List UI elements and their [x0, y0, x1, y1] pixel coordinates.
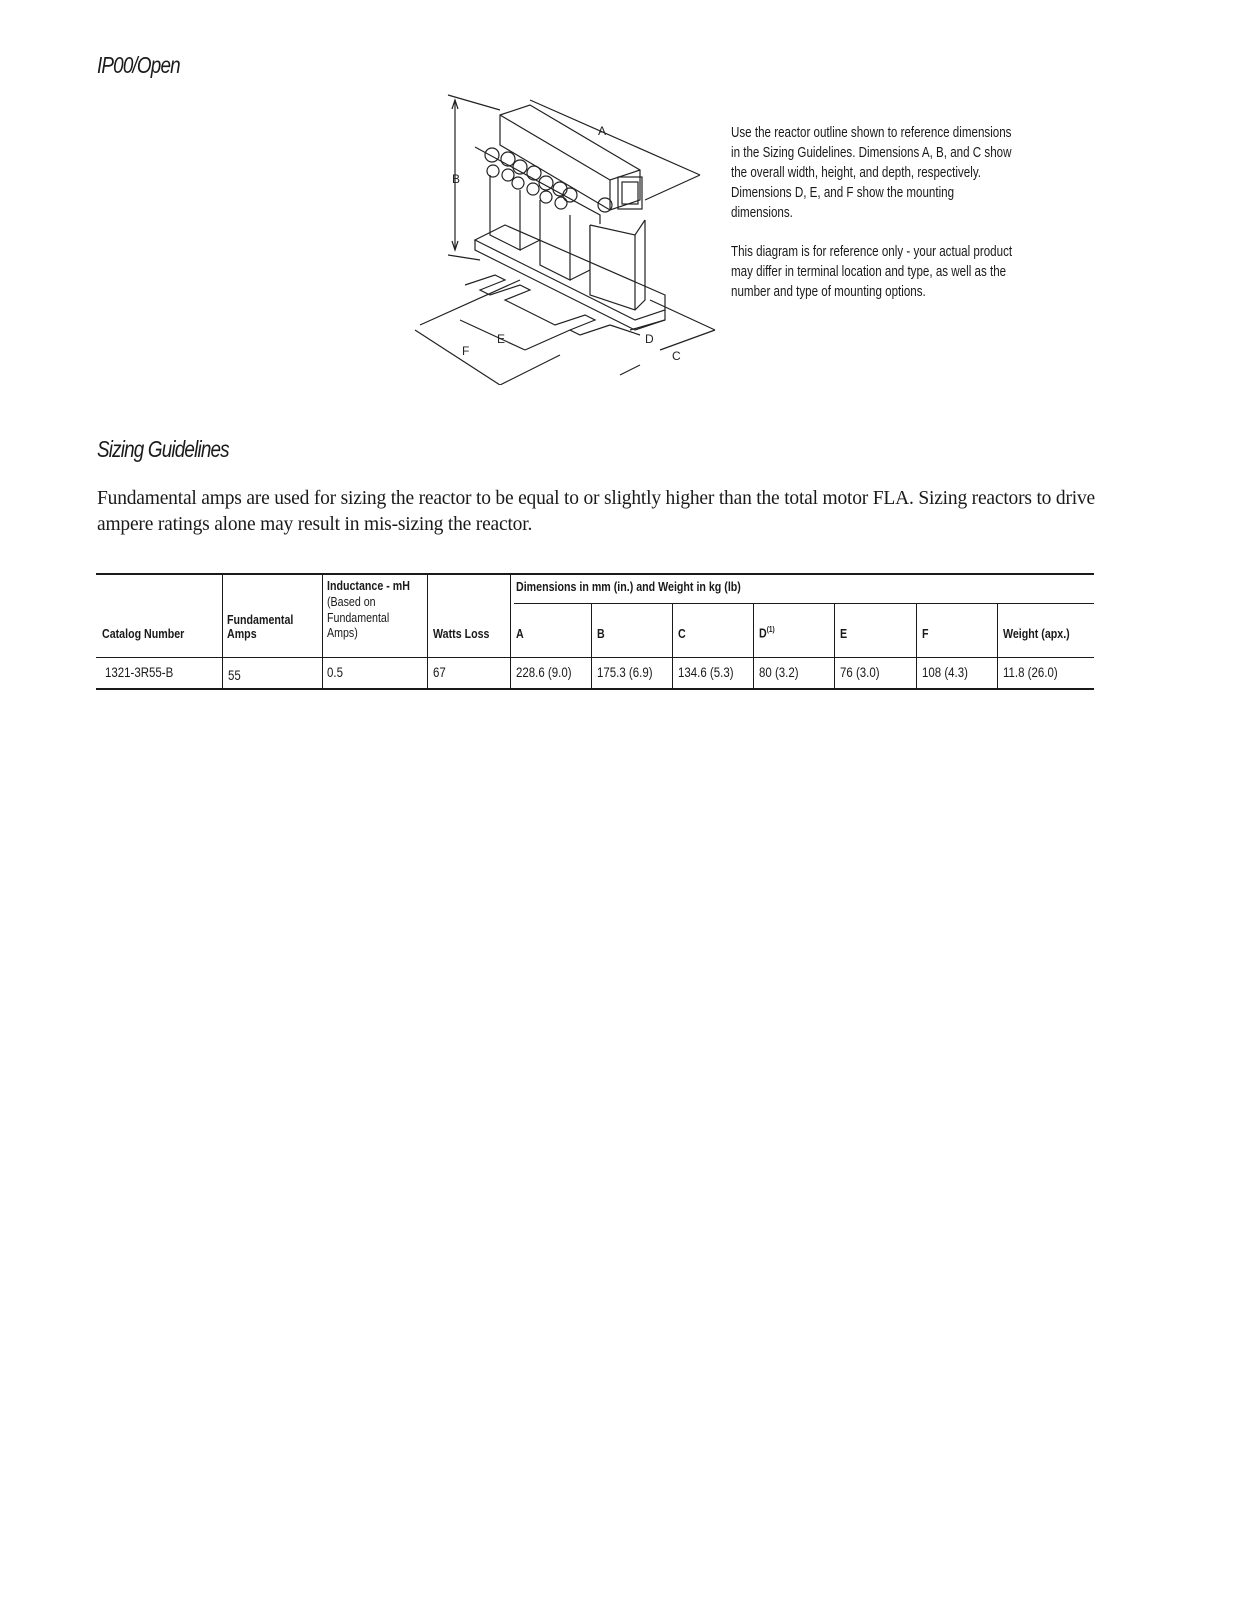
cell-dim-d: 80 (3.2) — [759, 664, 799, 680]
section-heading-ip00: IP00/Open — [97, 52, 180, 78]
header-fundamental-amps-2: Amps — [227, 626, 257, 641]
header-dim-a: A — [516, 626, 524, 641]
header-fundamental-amps: Fundamental — [227, 612, 294, 627]
cell-dim-e: 76 (3.0) — [840, 664, 880, 680]
header-inductance-note-1: (Based on — [327, 594, 376, 609]
cell-dim-a: 228.6 (9.0) — [516, 664, 572, 680]
reactor-outline-diagram — [400, 85, 720, 385]
cell-watts-loss: 67 — [433, 664, 446, 680]
header-inductance: Inductance - mH — [327, 578, 410, 593]
dim-label-d: D — [645, 332, 654, 346]
diagram-description: Use the reactor outline shown to reference dimensions in the Sizing Guidelines. Dimensions A, B, and C show the overall width, height, and depth, respectively. Dimensions D, E, and F show the mounting dimensions. — [731, 125, 1012, 221]
sizing-table — [96, 573, 1094, 691]
header-dimensions-group: Dimensions in mm (in.) and Weight in kg (lb) — [516, 579, 741, 594]
cell-catalog-number: 1321-3R55-B — [105, 664, 174, 680]
footnote-ref: (1) — [766, 625, 775, 634]
cell-weight: 11.8 (26.0) — [1003, 664, 1058, 680]
section-heading-sizing: Sizing Guidelines — [97, 436, 229, 462]
header-dim-e: E — [840, 626, 848, 641]
cell-inductance: 0.5 — [327, 664, 343, 680]
header-dim-f: F — [922, 626, 929, 641]
header-dim-c: C — [678, 626, 686, 641]
diagram-disclaimer: This diagram is for reference only - your actual product may differ in terminal location and type, as well as the number and type of mounting options. — [731, 244, 1013, 300]
cell-dim-f: 108 (4.3) — [922, 664, 968, 680]
header-dim-d-label: D — [759, 625, 767, 641]
dim-label-c: C — [672, 349, 681, 363]
header-dim-b: B — [597, 626, 605, 641]
dim-label-a: A — [598, 124, 607, 138]
cell-fundamental-amps: 55 — [228, 667, 241, 683]
header-watts-loss: Watts Loss — [433, 626, 490, 641]
header-inductance-note-2: Fundamental — [327, 610, 390, 625]
dim-label-e: E — [497, 332, 506, 346]
dim-label-b: B — [452, 172, 461, 186]
sizing-intro-paragraph: Fundamental amps are used for sizing the reactor to be equal to or slightly higher than the total motor FLA. Sizing reactors to drive ampere ratings alone may result in mis-sizing the reactor. — [97, 488, 1095, 535]
cell-dim-c: 134.6 (5.3) — [678, 664, 734, 680]
header-weight: Weight (apx.) — [1003, 626, 1070, 641]
header-inductance-note-3: Amps) — [327, 625, 358, 640]
header-dim-d — [759, 623, 775, 640]
cell-dim-b: 175.3 (6.9) — [597, 664, 653, 680]
dim-label-f: F — [462, 344, 470, 358]
header-catalog-number: Catalog Number — [102, 626, 185, 641]
